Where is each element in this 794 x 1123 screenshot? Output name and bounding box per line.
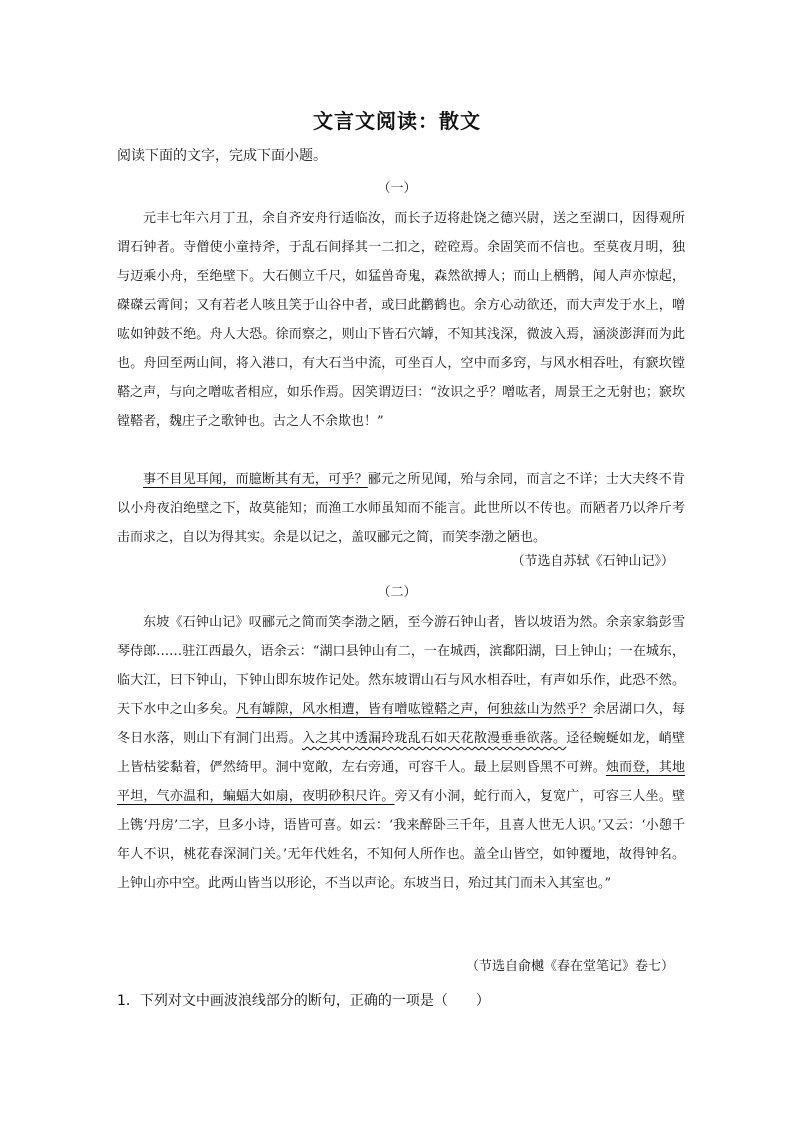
passage-one-mark: （一） xyxy=(377,181,417,196)
passage-two-segment: 旁又有小洞，蛇行而入，复宽广，可容三人坐。壁上镌‘丹房’二字，旦多小诗，语皆可喜。如云：‘我来醉卧三千年，且喜人世无人识。’又云：‘小憩千年人不识，桃花春深洞门关。’无年代姓名，不知何人所作也。盖全山皆空，如钟覆地，故得钟名。上钟山亦中空。此两山皆当以形论，不当以声论。东坡当日，殆过其门而未入其室也。” xyxy=(117,789,685,891)
underlined-sentence: 烛而登，其地平坦，气亦温和，蝙蝠大如扇，夜明砂积尺许。 xyxy=(117,760,685,804)
paragraph-two-rest: 郦元之所见闻，殆与余同，而言之不详；士大夫终不肯以小舟夜泊绝壁之下，故莫能知；而渔工水师虽知而不能言。此世所以不传也。而陋者乃以斧斤考击而求之，自以为得其实。余是以记之，盖叹郦元之简，而笑李渤之陋也。 xyxy=(117,472,685,545)
passage-two-paragraph xyxy=(117,608,685,898)
underlined-sentence: 凡有罅隙，风水相遭，皆有噌吰镗鞳之声，何独兹山为然乎？ xyxy=(235,702,593,717)
passage-one-paragraph-two xyxy=(117,465,685,552)
passage-one-source: （节选自苏轼《石钟山记》） xyxy=(511,554,674,569)
passage-one-paragraph-one: 元丰七年六月丁丑，余自齐安舟行适临汝，而长子迈将赴饶之德兴尉，送之至湖口，因得观所谓石钟者。寺僧使小童持斧，于乱石间择其一二扣之，硿硿焉。余固笑而不信也。至莫夜月明，独与迈乘小舟，至绝壁下。大石侧立千尺，如猛兽奇鬼，森然欲搏人；而山上栖鹘，闻人声亦惊起，磔磔云霄间；又有若老人咳且笑于山谷中者，或曰此鹳鹤也。余方心动欲还，而大声发于水上，噌吰如钟鼓不绝。舟人大恐。徐而察之，则山下皆石穴罅，不知其浅深，微波入焉，涵淡澎湃而为此也。舟回至两山间，将入港口，有大石当中流，可坐百人，空中而多窍，与风水相吞吐，有窾坎镗鞳之声，与向之噌吰者相应，如乐作焉。因笑谓迈曰：“汝识之乎？噌吰者，周景王之无射也；窾坎镗鞳者，魏庄子之歌钟也。古之人不余欺也！” xyxy=(117,211,685,429)
document-title: 文言文阅读：散文 xyxy=(313,109,481,133)
question-one: 1．下列对文中画波浪线部分的断句，正确的一项是（ ） xyxy=(117,993,490,1009)
passage-two-segment: 余居湖口久，每冬日水落，则山下有洞门出焉。 xyxy=(117,702,685,746)
instruction-text: 阅读下面的文字，完成下面小题。 xyxy=(117,148,327,164)
passage-two-segment: 迳径蜿蜒如龙，峭壁上皆枯娑黏着，俨然绮甲。洞中宽敞，左右旁通，可容千人。最上层则昏黑不可辨。 xyxy=(117,731,685,775)
underlined-sentence: 事不目见耳闻，而臆断其有无，可乎？ xyxy=(143,472,368,487)
passage-two-mark: （二） xyxy=(377,585,417,600)
passage-two-source: （节选自俞樾《春在堂笔记》卷七） xyxy=(465,959,674,974)
passage-two-segment: 东坡《石钟山记》叹郦元之简而笑李渤之陋，至今游石钟山者，皆以坡语为然。余亲家翁彭雪琴侍郎……驻江西最久，语余云：“湖口县钟山有二，一在城西，滨鄱阳湖，曰上钟山；一在城东，临大江，曰下钟山，下钟山即东坡作记处。然东坡谓山石与风水相吞吐，有声如乐作，此恐不然。天下水中之山多矣。 xyxy=(117,615,685,717)
wavy-underlined-sentence: 入之其中透漏玲珑乱石如天花散漫垂垂欲落。 xyxy=(302,731,567,746)
